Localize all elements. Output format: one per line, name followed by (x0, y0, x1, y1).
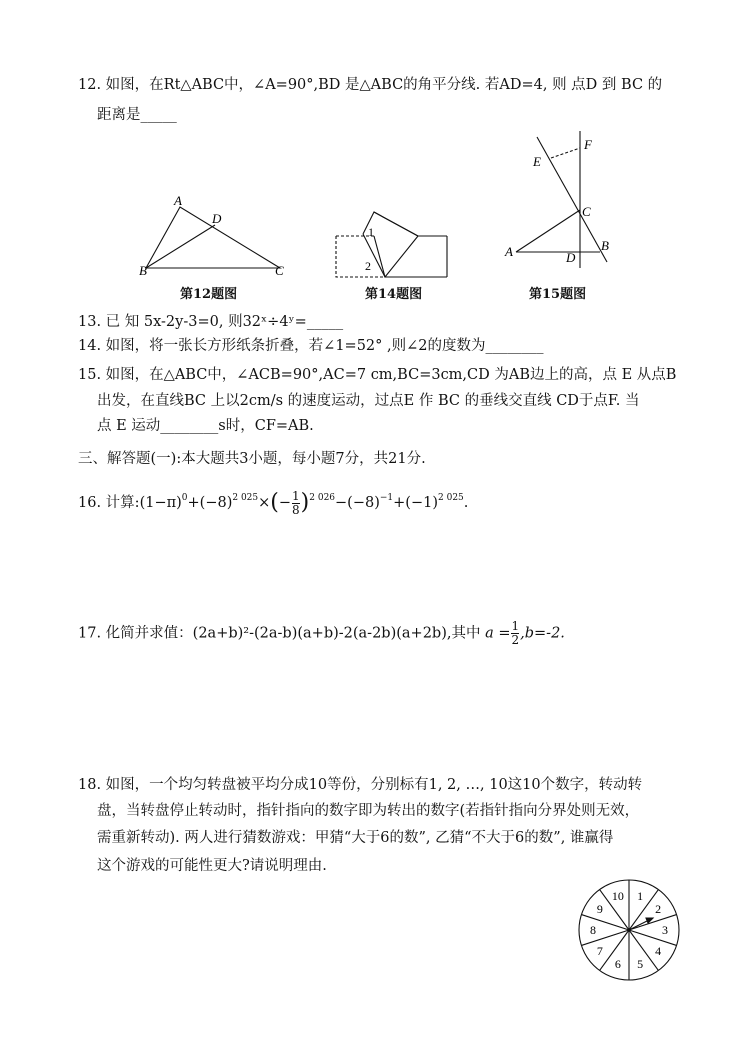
q16-exp5: 2 025 (438, 493, 464, 503)
q16-exp4: −1 (379, 493, 394, 503)
q12-line1: 12. 如图，在Rt△ABC中，∠A=90°,BD 是△ABC的角平分线. 若AD=4, 则 点D 到 BC 的 (78, 77, 663, 93)
q16-frac-den: 8 (292, 502, 300, 517)
q15-line1: 15. 如图，在△ABC中，∠ACB=90°,AC=7 cm,BC=3cm,CD 为AB边上的高，点 E 从点B (78, 367, 677, 383)
fig12-label-b: B (139, 263, 147, 278)
q17-b-eq: ,b=-2. (520, 625, 565, 642)
fig12-label-d: D (212, 211, 222, 226)
q18-line2: 盘，当转盘停止转动时，指针指向的数字即为转出的数字(若指针指向分界处则无效， (97, 803, 640, 819)
spinner-divider (581, 930, 629, 945)
q15-line3: 点 E 运动________s时，CF=AB. (97, 418, 314, 434)
q15-line2: 出发，在直线BC 上以2cm/s 的速度运动，过点E 作 BC 的垂线交直线 CD于点F. 当 (97, 393, 640, 409)
fig12-label-c: C (275, 263, 284, 278)
q17-text: 17. 化简并求值：(2a+b)²-(2a-b)(a+b)-2(a-2b)(a+2b),其中 (78, 625, 481, 642)
q16-exp1: 0 (181, 493, 188, 503)
fig15-label-e: E (533, 154, 541, 169)
q16-term1: (1−π) (139, 495, 182, 511)
q16-prefix: 16. 计算: (78, 495, 140, 511)
spinner-divider (629, 930, 677, 945)
q16-frac-num: 1 (292, 488, 300, 503)
fig15-caption: 第15题图 (529, 287, 587, 302)
spinner-divider (581, 915, 629, 930)
figure-15 (516, 131, 607, 268)
fig14-caption: 第14题图 (365, 287, 423, 302)
q17-frac-num: 1 (511, 619, 520, 633)
q17-a-eq: a = (485, 625, 511, 642)
spinner-divider (629, 890, 658, 930)
fig12-caption: 第12题图 (180, 287, 238, 302)
q12-line2: 距离是_____ (97, 107, 177, 123)
fig14-angle-2: 2 (365, 259, 371, 273)
spinner-divider (629, 915, 677, 930)
spinner-number: 10 (611, 888, 624, 903)
q13-text: 13. 已 知 5x-2y-3=0, 则32ˣ÷4ʸ=_____ (78, 314, 344, 330)
fig15-label-a: A (505, 244, 513, 259)
section3-heading: 三、解答题(一):本大题共3小题，每小题7分，共21分. (78, 451, 426, 467)
q16-exp3: 2 026 (309, 493, 336, 503)
q16-line: 16. 计算$:(1-\pi)^0+(-8)^{2 025}\times(-$ $\frac{1}{8}$ )$^{2 026}-(-8)^{-1}+(-1)^{2 025}$. (78, 488, 469, 517)
q18-line1: 18. 如图，一个均匀转盘被平均分成10等份，分别标有1, 2, …, 10这10个数字，转动转 (78, 777, 643, 793)
spinner-number: 2 (655, 901, 662, 916)
spinner-number: 9 (596, 901, 603, 916)
q16-times: × (258, 495, 271, 511)
fig15-label-c: C (582, 204, 591, 219)
q16-period: . (463, 495, 469, 511)
spinner-number: 6 (614, 957, 621, 972)
spinner-number: 1 (637, 888, 644, 903)
spinner-number: 8 (590, 923, 596, 937)
spinner-number: 4 (655, 944, 662, 959)
q17-frac-den: 2 (511, 633, 520, 647)
spinner-divider (629, 930, 658, 970)
q18-line3: 需重新转动). 两人进行猜数游戏：甲猜“大于6的数”, 乙猜“不大于6的数”, 谁赢得 (97, 830, 614, 846)
fig15-label-d: D (566, 250, 576, 265)
q14-text: 14. 如图，将一张长方形纸条折叠，若∠1=52° ,则∠2的度数为________ (78, 338, 544, 354)
fig12-label-a: A (174, 193, 182, 208)
q16-term2: +(−8) (187, 495, 233, 511)
spinner-number: 3 (662, 923, 668, 937)
spinner-number: 5 (637, 957, 644, 972)
figure-14 (336, 212, 447, 277)
spinner-number: 7 (596, 944, 603, 959)
fig15-label-b: B (601, 238, 609, 253)
q17-line (78, 620, 565, 647)
q16-term3: −(−8) (335, 495, 380, 511)
fig14-angle-1: 1 (368, 225, 374, 239)
q18-line4: 这个游戏的可能性更大?请说明理由. (97, 858, 327, 874)
q16-exp2: 2 025 (232, 493, 259, 503)
q16-neg: − (278, 495, 292, 511)
fig15-label-f: F (584, 137, 592, 152)
q16-term4: +(−1) (393, 495, 438, 511)
